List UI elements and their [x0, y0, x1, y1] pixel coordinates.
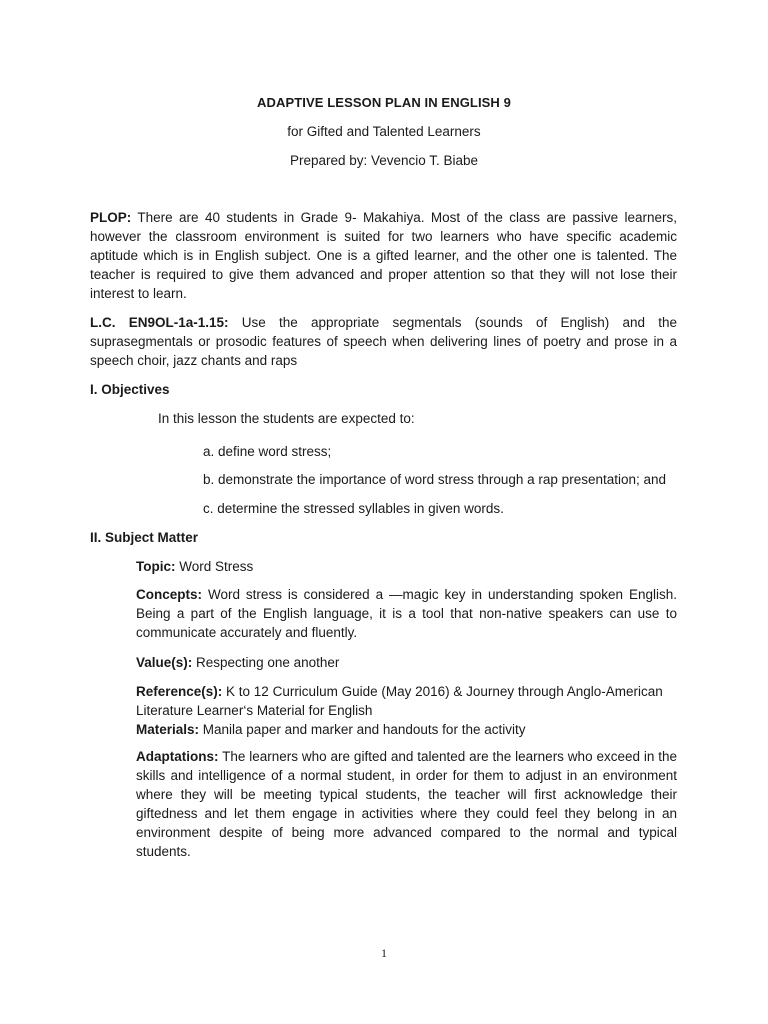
plop-label: PLOP:: [90, 210, 132, 225]
document-subtitle: for Gifted and Talented Learners: [287, 124, 481, 139]
values-line: [136, 653, 677, 672]
references-line: [136, 682, 677, 720]
adaptations-text: The learners who are gifted and talented are the learners who exceed in the skills and intelligence of a normal student, in order for them to adjust in an environment where they will be meeting typical students, the teacher will first acknowledge their giftedness and let them engage in activities where they could feel they belong in an environment despite of being more advanced compared to the normal and typical students.: [136, 749, 677, 859]
topic-text: Word Stress: [175, 559, 254, 574]
values-text: Respecting one another: [192, 655, 340, 670]
lc-text: Use the appropriate segmentals (sounds of English) and the suprasegmentals or prosodic features of speech when delivering lines of poetry and prose in a speech choir, jazz chants and raps: [90, 315, 677, 368]
references-block: [136, 682, 677, 739]
references-label: Reference(s):: [136, 684, 223, 699]
values-label: Value(s):: [136, 655, 193, 670]
learning-competency-paragraph: [90, 313, 677, 370]
document-title: ADAPTIVE LESSON PLAN IN ENGLISH 9: [257, 95, 511, 110]
objective-item: c. determine the stressed syllables in given words.: [203, 501, 504, 516]
references-text: K to 12 Curriculum Guide (May 2016) & Journey through Anglo-American Literature Learner‘s Material for English: [136, 684, 663, 718]
objective-item: b. demonstrate the importance of word stress through a rap presentation; and: [203, 472, 667, 487]
materials-label: Materials:: [136, 722, 200, 737]
subject-matter-heading: II. Subject Matter: [90, 530, 199, 545]
topic-label: Topic:: [136, 559, 176, 574]
concepts-paragraph: [136, 585, 677, 642]
materials-text: Manila paper and marker and handouts for the activity: [199, 722, 526, 737]
prepared-by: Prepared by: Vevencio T. Biabe: [289, 153, 479, 168]
plop-paragraph: [90, 208, 677, 303]
adaptations-paragraph: [136, 747, 677, 861]
concepts-text: Word stress is considered a —magic key in understanding spoken English. Being a part of the English language, it is a tool that non-native speakers can use to communicate accurately and fluently.: [136, 587, 677, 640]
page-number: 1: [381, 946, 387, 960]
plop-text: There are 40 students in Grade 9- Makahiya. Most of the class are passive learners, however the classroom environment is suited for two learners who have specific academic aptitude which is in English subject. One is a gifted learner, and the other one is talented. The teacher is required to give them advanced and proper attention so that they will not lose their interest to learn.: [90, 210, 677, 301]
concepts-label: Concepts:: [136, 587, 203, 602]
adaptations-label: Adaptations:: [136, 749, 219, 764]
lc-label: L.C. EN9OL-1a-1.15:: [90, 315, 229, 330]
topic-line: [136, 557, 677, 576]
objective-item: a. define word stress;: [203, 444, 332, 459]
objectives-heading: I. Objectives: [90, 382, 170, 397]
materials-line: [136, 720, 677, 739]
objectives-intro: In this lesson the students are expected to:: [158, 411, 415, 426]
